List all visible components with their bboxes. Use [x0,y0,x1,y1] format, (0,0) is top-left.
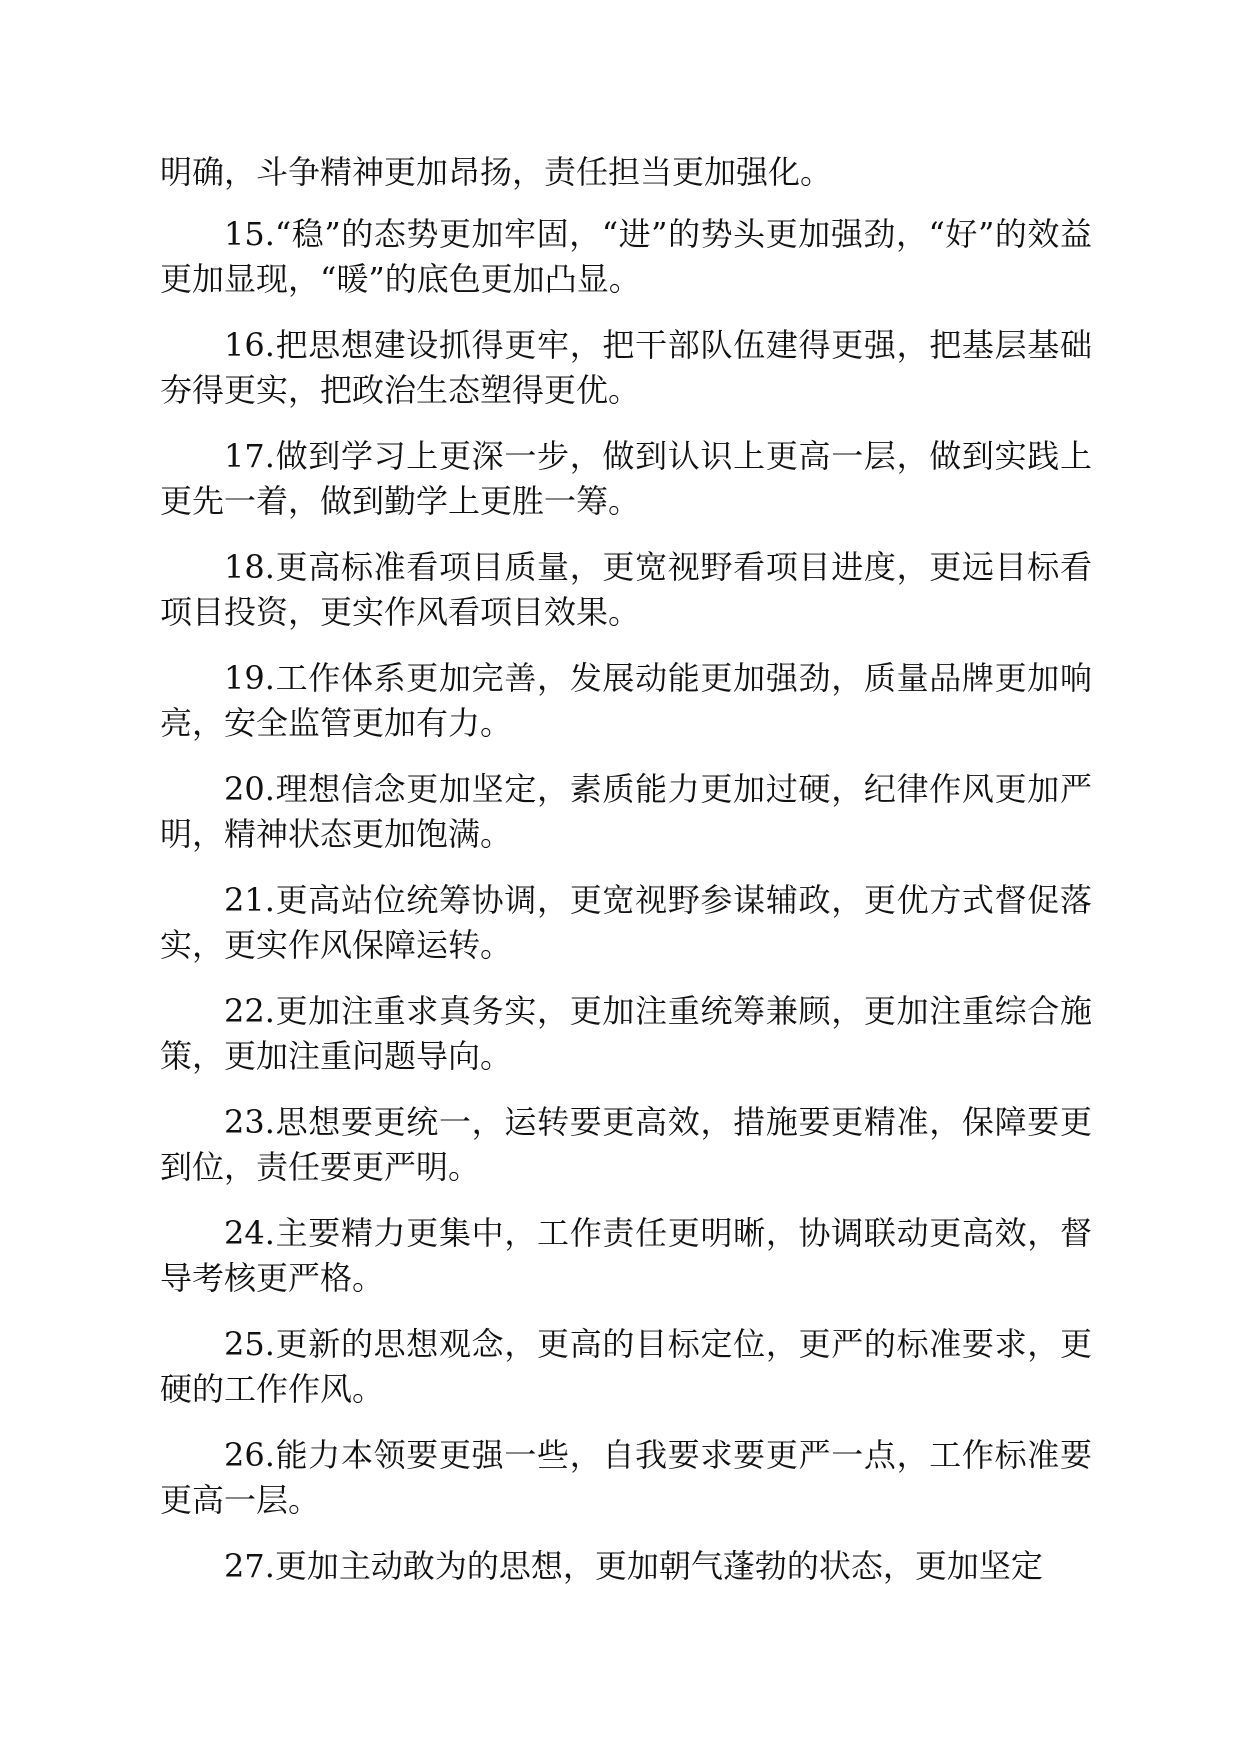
paragraph-item-19: 19.工作体系更加完善，发展动能更加强劲，质量品牌更加响亮，安全监管更加有力。 [160,659,1092,742]
paragraph-item-22: 22.更加注重求真务实，更加注重统筹兼顾，更加注重综合施策，更加注重问题导向。 [160,992,1092,1075]
paragraph-item-27: 27.更加主动敢为的思想，更加朝气蓬勃的状态，更加坚定 [224,1547,1043,1585]
paragraph-item-24: 24.主要精力更集中，工作责任更明晰，协调联动更高效，督导考核更严格。 [160,1214,1092,1297]
paragraph-item-20: 20.理想信念更加坚定，素质能力更加过硬，纪律作风更加严明，精神状态更加饱满。 [160,770,1092,853]
paragraph-item-18: 18.更高标准看项目质量，更宽视野看项目进度，更远目标看项目投资，更实作风看项目效果。 [160,548,1092,631]
document-page [160,150,1092,1610]
paragraph-item-17: 17.做到学习上更深一步，做到认识上更高一层，做到实践上更先一着，做到勤学上更胜一筹。 [160,437,1092,520]
paragraph-item-25: 25.更新的思想观念，更高的目标定位，更严的标准要求，更硬的工作作风。 [160,1325,1092,1408]
paragraph-item-16: 16.把思想建设抓得更牢，把干部队伍建得更强，把基层基础夯得更实，把政治生态塑得更优。 [160,326,1092,409]
paragraph-continuation: 明确，斗争精神更加昂扬，责任担当更加强化。 [160,153,833,191]
paragraph-item-15: 15.“稳”的态势更加牢固，“进”的势头更加强劲，“好”的效益更加显现，“暖”的底色更加凸显。 [160,215,1092,298]
paragraph-item-26: 26.能力本领要更强一些，自我要求要更严一点，工作标准要更高一层。 [160,1436,1092,1519]
paragraph-item-21: 21.更高站位统筹协调，更宽视野参谋辅政，更优方式督促落实，更实作风保障运转。 [160,881,1092,964]
paragraph-item-23: 23.思想要更统一，运转要更高效，措施要更精准，保障要更到位，责任要更严明。 [160,1103,1092,1186]
